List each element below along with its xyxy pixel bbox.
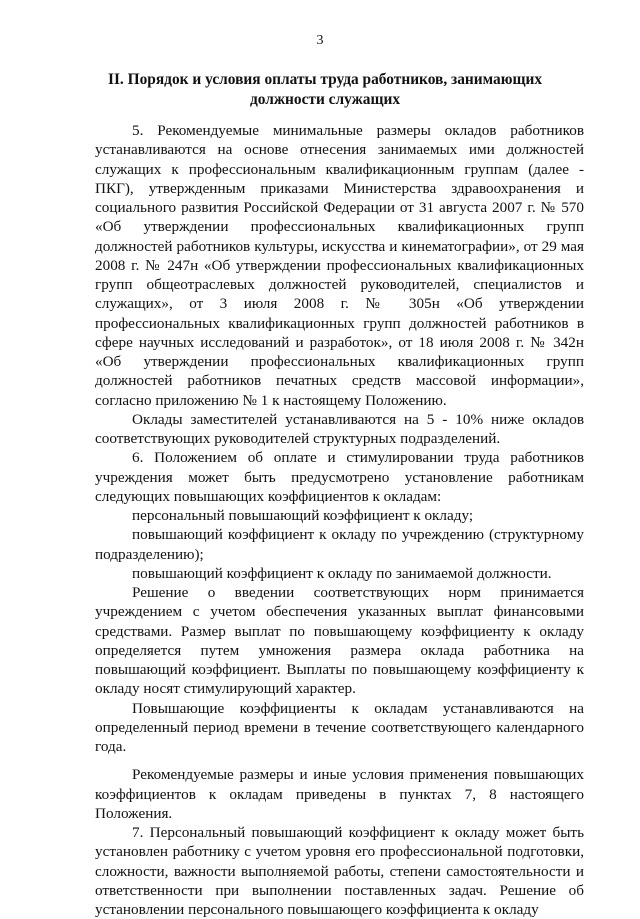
list-item-personal-coefficient: персональный повышающий коэффициент к окладу; [132, 507, 474, 524]
paragraph-decision: Решение о введении соответствующих норм принимается учреждением с учетом обеспечения указанных выплат финансовыми средствами. Размер выплат по повышающему коэффициенту к окладу определяется путем умножения размера оклада работника на повышающий коэффициент. Выплаты по повышающему коэффициенту к окладу носят стимулирующий характер. [95, 584, 584, 698]
section-heading: II. Порядок и условия оплаты труда работников, занимающих должности служащих [107, 71, 543, 108]
document-body [95, 121, 584, 919]
paragraph-5: 5. Рекомендуемые минимальные размеры окладов работников устанавливаются на основе отнесения занимаемых ими должностей служащих к профессиональным квалификационным группам (далее - ПКГ), утвержденным приказами Министерства здравоохранения и социального развития Российской Федерации от 31 августа 2007 г. № 570 «Об утверждении профессиональных квалификационных групп должностей работников культуры, искусства и кинематографии», от 29 мая 2008 г. № 247н «Об утверждении профессиональных квалификационных групп общеотраслевых должностей руководителей, специалистов и служащих», от 3 июля 2008 г. № 305н «Об утверждении профессиональных квалификационных групп должностей работников в сфере научных исследований и разработок», от 18 июля 2008 г. № 342н «Об утверждении профессиональных квалификационных групп должностей работников печатных средств массовой информации», согласно приложению № 1 к настоящему Положению. [95, 122, 584, 409]
paragraph-7: 7. Персональный повышающий коэффициент к окладу может быть установлен работнику с учетом уровня его профессиональной подготовки, сложности, важности выполняемой работы, степени самостоятельности и ответственности при выполнении поставленных задач. Решение об установлении персонального повышающего коэффициента к окладу [95, 824, 584, 918]
page-number: 3 [316, 33, 324, 48]
list-item-institution-coefficient: повышающий коэффициент к окладу по учреждению (структурному подразделению); [95, 526, 584, 563]
paragraph-coefficient-period: Повышающие коэффициенты к окладам устанавливаются на определенный период времени в течение соответствующего календарного года. [95, 699, 584, 755]
paragraph-deputy-salaries: Оклады заместителей устанавливаются на 5 - 10% ниже окладов соответствующих руководителей структурных подразделений. [95, 410, 584, 447]
paragraph-6: 6. Положением об оплате и стимулировании труда работников учреждения может быть предусмотрено установление работникам следующих повышающих коэффициентов к окладам: [95, 449, 584, 505]
paragraph-recommended-sizes: Рекомендуемые размеры и иные условия применения повышающих коэффициентов к окладам приведены в пунктах 7, 8 настоящего Положения. [95, 766, 584, 822]
list-item-position-coefficient: повышающий коэффициент к окладу по занимаемой должности. [132, 564, 552, 582]
